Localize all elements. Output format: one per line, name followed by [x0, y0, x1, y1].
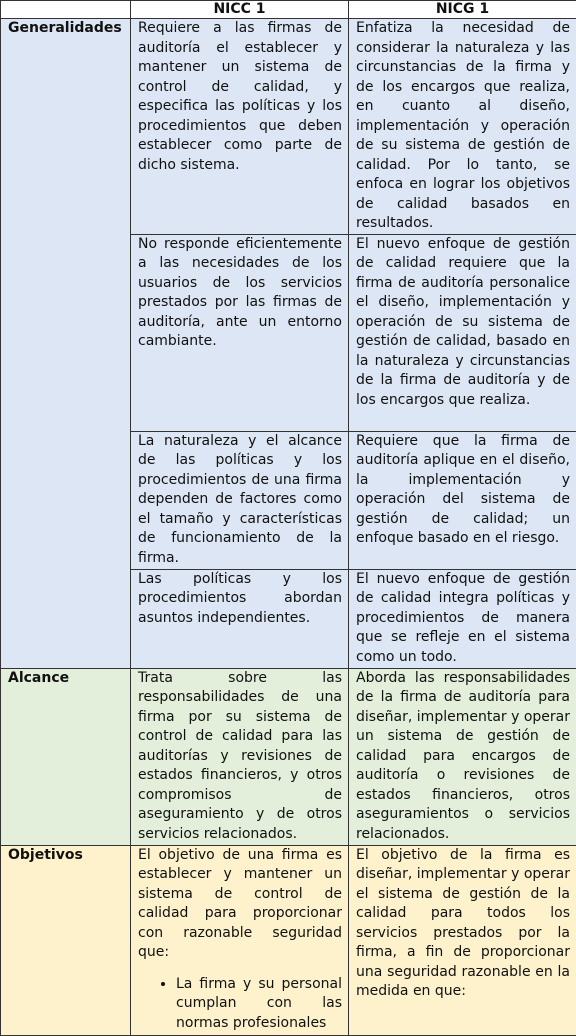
bullet-list: [138, 975, 342, 1034]
nicg-cell: El nuevo enfoque de gestión de calidad integra políticas y procedimientos de manera que se refleje en el sistema como un todo.: [349, 569, 576, 668]
nicg-cell: Enfatiza la necesidad de considerar la naturaleza y las circunstancias de la firma y de los encargos que realiza, en cuanto al diseño, implementación y operación de su sistema de gestión de calidad. Por lo tanto, se enfoca en lograr los objetivos de calidad basados en resultados.: [349, 19, 576, 235]
nicc-cell: Trata sobre las responsabilidades de una firma por su sistema de control de calidad para las auditorías y revisiones de estados financieros, y otros compromisos de aseguramiento y de otros servicios relacionados.: [131, 668, 349, 845]
header-row: [1, 1, 576, 19]
nicg-cell: El objetivo de la firma es diseñar, implementar y operar el sistema de gestión de la calidad para todos los servicios prestados por la firma, a fin de proporcionar una seguridad razonable en la medida en que:: [349, 845, 576, 1035]
nicc-cell: [131, 845, 349, 1035]
section-label-objetivos: Objetivos: [1, 845, 131, 1035]
bullet-item: • La firma y su personal cumplan con las normas profesionales: [176, 975, 342, 1034]
nicg-cell: Aborda las responsabilidades de la firma de auditoría para diseñar, implementar y operar un sistema de gestión de calidad para encargos de auditoría o revisiones de estados financieros, otros aseguramientos o servicios relacionados.: [349, 668, 576, 845]
nicc-cell: La naturaleza y el alcance de las políticas y los procedimientos de una firma dependen de factores como el tamaño y características de funcionamiento de la firma.: [131, 431, 349, 569]
header-nicg: NICG 1: [349, 1, 576, 19]
section-label-alcance: Alcance: [1, 668, 131, 845]
nicc-text: El objetivo de una firma es establecer y mantener un sistema de control de calidad para proporcionar con razonable seguridad que:: [138, 846, 342, 963]
header-nicc: NICC 1: [131, 1, 349, 19]
nicc-cell: Las políticas y los procedimientos abordan asuntos independientes.: [131, 569, 349, 668]
nicc-cell: No responde eficientemente a las necesidades de los usuarios de los servicios prestados por las firmas de auditoría, ante un entorno cambiante.: [131, 234, 349, 431]
table-row: [1, 19, 576, 235]
nicg-cell: El nuevo enfoque de gestión de calidad requiere que la firma de auditoría personalice el diseño, implementación y operación de su sistema de gestión de calidad, basado en la naturaleza y circunstancias de la firma de auditoría y de los encargos que realiza.: [349, 234, 576, 431]
section-label-generalidades: Generalidades: [1, 19, 131, 669]
table-row: [1, 668, 576, 845]
nicg-cell: Requiere que la firma de auditoría aplique en el diseño, la implementación y operación del sistema de gestión de calidad; un enfoque basado en el riesgo.: [349, 431, 576, 569]
nicc-cell: Requiere a las firmas de auditoría el establecer y mantener un sistema de control de calidad, y especifica las políticas y los procedimientos que deben establecer como parte de dicho sistema.: [131, 19, 349, 235]
header-blank-cell: [1, 1, 131, 19]
table-row: [1, 845, 576, 1035]
